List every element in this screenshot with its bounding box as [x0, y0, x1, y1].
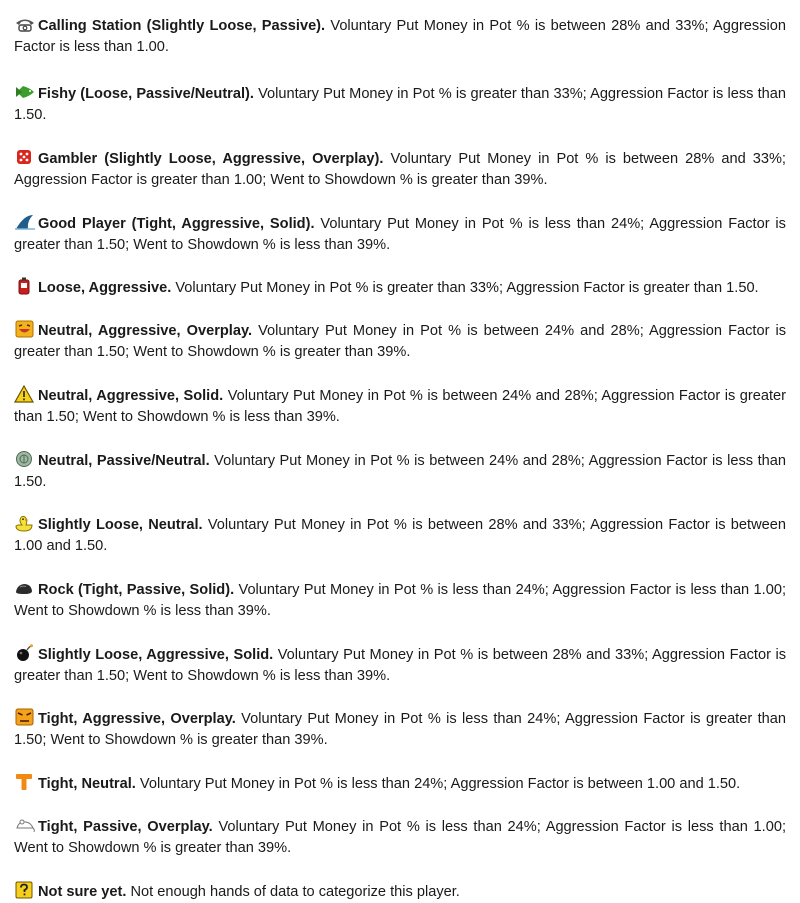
dice-icon	[14, 148, 36, 166]
entry-description: Voluntary Put Money in Pot % is less than 24%; Aggression Factor is greater than 1.50; Went to Showdown % is greater than 39%.	[14, 710, 786, 748]
legend-entry-tight-aggressive-overplay	[14, 708, 786, 751]
legend-entry-rock	[14, 579, 786, 622]
laughing-face-icon	[14, 320, 36, 338]
shark-fin-icon	[14, 213, 36, 231]
angry-face-icon	[14, 708, 36, 726]
legend-entry-slightly-loose-neutral	[14, 514, 786, 557]
legend-entry-gambler	[14, 148, 786, 191]
duck-icon	[14, 514, 36, 532]
legend-entry-fishy	[14, 83, 786, 126]
entry-description: Voluntary Put Money in Pot % is between 28% and 33%; Aggression Factor is greater than 1.50; Went to Showdown % is less than 39%.	[14, 646, 786, 684]
legend-entry-good-player	[14, 213, 786, 256]
entry-description: Voluntary Put Money in Pot % is less than 24%; Aggression Factor is between 1.00 and 1.50.	[135, 775, 741, 792]
legend-entry-neutral-passive	[14, 450, 786, 493]
legend-entry-slightly-loose-aggressive-solid	[14, 644, 786, 687]
entry-title: Calling Station (Slightly Loose, Passive).	[38, 17, 326, 34]
entry-description: Voluntary Put Money in Pot % is greater than 33%; Aggression Factor is less than 1.50.	[14, 85, 786, 123]
entry-title: Good Player (Tight, Aggressive, Solid).	[38, 215, 315, 232]
entry-description: Voluntary Put Money in Pot % is greater than 33%; Aggression Factor is greater than 1.50.	[171, 279, 759, 296]
entry-title: Gambler (Slightly Loose, Aggressive, Overplay).	[38, 150, 384, 167]
mouse-icon	[14, 816, 36, 834]
entry-title: Tight, Neutral.	[38, 775, 136, 792]
warning-triangle-icon	[14, 385, 36, 403]
entry-title: Tight, Aggressive, Overplay.	[38, 710, 236, 727]
entry-description: Voluntary Put Money in Pot % is less than 24%; Aggression Factor is less than 1.00; Went to Showdown % is less than 39%.	[14, 581, 787, 619]
entry-title: Neutral, Aggressive, Overplay.	[38, 322, 253, 339]
legend-entry-neutral-aggressive-overplay	[14, 320, 786, 363]
entry-title: Slightly Loose, Neutral.	[38, 516, 203, 533]
entry-description: Voluntary Put Money in Pot % is between 28% and 33%; Aggression Factor is greater than 1.00; Went to Showdown % is greater than 39%.	[14, 150, 786, 188]
entry-description: Voluntary Put Money in Pot % is less than 24%; Aggression Factor is greater than 1.50; Went to Showdown % is less than 39%.	[14, 215, 786, 253]
entry-title: Not sure yet.	[38, 883, 127, 900]
entry-title: Tight, Passive, Overplay.	[38, 818, 213, 835]
entry-description: Voluntary Put Money in Pot % is between 28% and 33%; Aggression Factor is less than 1.00.	[14, 17, 786, 55]
rock-icon	[14, 579, 36, 597]
entry-description: Voluntary Put Money in Pot % is between 24% and 28%; Aggression Factor is less than 1.50.	[14, 452, 786, 490]
legend-entry-loose-aggressive	[14, 277, 786, 299]
letter-t-icon	[14, 773, 36, 791]
entry-title: Loose, Aggressive.	[38, 279, 172, 296]
entry-description: Not enough hands of data to categorize this player.	[126, 883, 460, 900]
legend-entry-not-sure	[14, 881, 786, 903]
fire-extinguisher-icon	[14, 277, 36, 295]
entry-title: Slightly Loose, Aggressive, Solid.	[38, 646, 274, 663]
telephone-icon	[14, 15, 36, 33]
entry-description: Voluntary Put Money in Pot % is between 24% and 28%; Aggression Factor is greater than 1.50; Went to Showdown % is less than 39%.	[14, 387, 786, 425]
bomb-icon	[14, 644, 36, 662]
legend-entry-tight-neutral	[14, 773, 786, 795]
entry-description: Voluntary Put Money in Pot % is less than 24%; Aggression Factor is less than 1.00; Went to Showdown % is greater than 39%.	[14, 818, 786, 856]
entry-title: Rock (Tight, Passive, Solid).	[38, 581, 235, 598]
fish-icon	[14, 83, 36, 101]
entry-description: Voluntary Put Money in Pot % is between 24% and 28%; Aggression Factor is greater than 1.50; Went to Showdown % is greater than 39%.	[14, 322, 786, 360]
entry-title: Neutral, Aggressive, Solid.	[38, 387, 224, 404]
entry-title: Neutral, Passive/Neutral.	[38, 452, 210, 469]
entry-title: Fishy (Loose, Passive/Neutral).	[38, 85, 254, 102]
legend-entry-calling-station	[14, 15, 786, 58]
legend-entry-neutral-aggressive-solid	[14, 385, 786, 428]
entry-description: Voluntary Put Money in Pot % is between 28% and 33%; Aggression Factor is between 1.00 and 1.50.	[14, 516, 786, 554]
legend-entry-tight-passive-overplay	[14, 816, 786, 859]
cash-icon	[14, 450, 36, 468]
